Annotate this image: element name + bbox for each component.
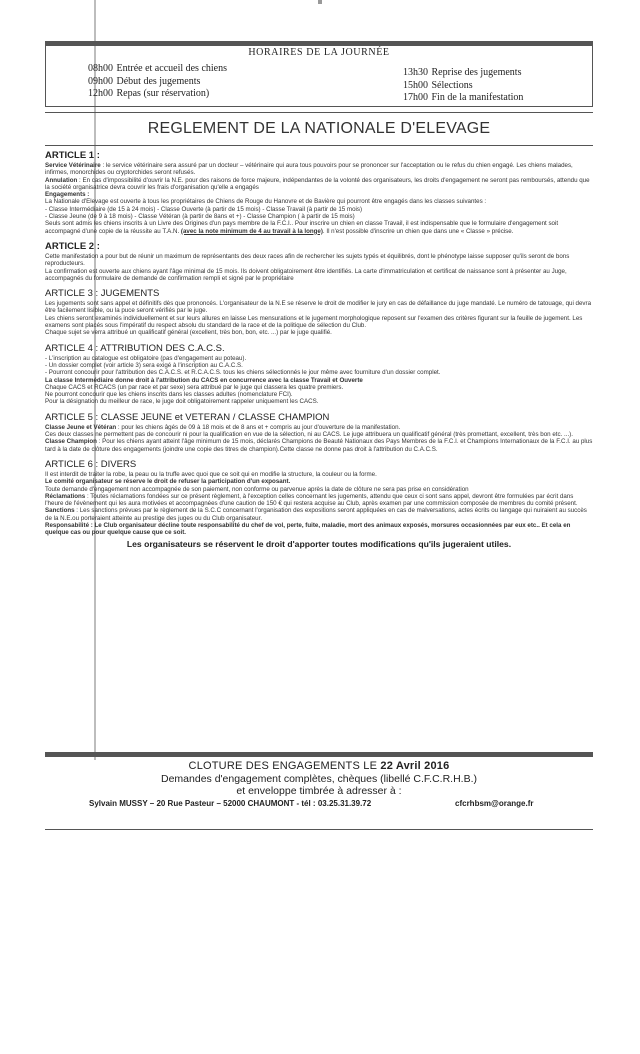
horaire-row [403, 80, 523, 93]
horaire-label: Reprise des jugements [431, 67, 522, 78]
final-note: Les organisateurs se réservent le droit d'apporter toutes modifications qu'ils jugeraient utiles. [126, 538, 512, 549]
horaire-time: 15h00 [403, 79, 428, 91]
paragraph-label: Responsabilité [45, 521, 90, 529]
scan-mark [318, 0, 322, 4]
cloture-date: 22 Avril 2016 [380, 760, 450, 772]
article-paragraph: Pour la désignation du meilleur de race, le juge doit obligatoirement rappeler uniquement les CACS. [45, 398, 319, 406]
article-paragraph [45, 162, 593, 177]
horaire-time: 12h00 [88, 88, 113, 99]
horaire-row [88, 88, 227, 101]
paragraph-text: : le service vétérinaire sera assuré par un docteur – vétérinaire qui aura tous pouvoirs pour se prononcer sur l'acceptation ou le refus du chien engagé. Les chiens malades, infirmes, monorchides ou cryptorchides seront refusés. [45, 162, 573, 177]
article-paragraph: - Un dossier complet (voir article 3) sera exigé à l'inscription au C.A.C.S. [45, 361, 243, 369]
article-paragraph: - L'inscription au catalogue est obligatoire (pas d'engagement au poteau). [45, 354, 247, 362]
paragraph-text: : Le Club organisateur décline toute responsabilité du chef de vol, perte, fuite, maladie, mort des animaux exposés, morsures occasionnées par eux etc.. Et cela en quelque cas ou pour quelque cause que ce soit. [45, 521, 571, 537]
horaire-row [403, 67, 523, 80]
paragraph-label: Le comité organisateur se réserve le droit de refuser la participation d'un exposant. [45, 478, 291, 486]
article-paragraph [45, 478, 593, 485]
article-paragraph [45, 191, 593, 198]
cloture-heading [45, 760, 593, 773]
horaire-time: 17h00 [403, 92, 428, 103]
paragraph-label: Classe Champion [45, 438, 97, 446]
cloture-contact [45, 797, 593, 811]
article-heading [45, 241, 593, 253]
horaire-row [403, 92, 523, 105]
article-paragraph: La Nationale d'Elevage est ouverte à tous les propriétaires de Chiens de Rouge du Hanovre et de Bavière qui pourront être engagés dans les classes suivantes : [45, 198, 487, 206]
horaire-label: Sélections [431, 79, 473, 91]
article-heading: ARTICLE 3 : JUGEMENTS [45, 288, 160, 300]
paragraph-text: : Pour les chiens ayant atteint l'âge minimum de 15 mois, déclarés Champions de Beauté Nationaux des Pays Membres de la F.C.I. et Champions Internationaux de la F.C.I. au plus tard à la date de clôture des engagements (joindre une copie des titres de champion).Cette classe ne donne pas droit à l'attribution du C.A.C.S. [45, 438, 593, 453]
horaires-left-column [88, 63, 227, 101]
article-paragraph [45, 220, 593, 235]
article-paragraph [45, 377, 593, 384]
horaire-label: Entrée et accueil des chiens [116, 63, 227, 74]
article-4 [45, 343, 593, 406]
paragraph-text: Seuls sont admis les chiens inscrits à un Livre des Origines d'un pays membre de la F.C.I.. Pour inscrire un chien en classe Travail, il est indispensable que le formulaire d'engagement soit accompagné d'une copie de la réussite au T.A.N. [45, 220, 559, 235]
article-paragraph [45, 177, 593, 192]
article-paragraph: Cette manifestation a pour but de réunir un maximum de représentants des deux races afin de rechercher les sujets typés et équilibrés, dont le phénotype laisse supposer qu'ils seront de bons reproducteurs. [45, 252, 570, 268]
page-title: REGLEMENT DE LA NATIONALE D'ELEVAGE [147, 120, 491, 137]
horaire-time: 13h30 [403, 67, 428, 78]
cloture-line: et enveloppe timbrée à adresser à : [236, 785, 402, 797]
paragraph-label: Engagements : [45, 191, 90, 199]
article-paragraph: - Classe Intermédiaire (de 15 à 24 mois) - Classe Ouverte (à partir de 15 mois) - Classe Travail (à partir de 15 mois) [45, 205, 363, 213]
contact-email: cfcrhbsm@orange.fr [455, 799, 534, 808]
horaire-time: 09h00 [88, 75, 113, 87]
article-paragraph: - Classe Jeune (de 9 à 18 mois) - Classe Vétéran (à partir de 8ans et +) - Classe Champion ( à partir de 15 mois) [45, 213, 355, 221]
article-2 [45, 241, 593, 282]
article-paragraph [45, 522, 593, 537]
horaire-label: Début des jugements [116, 75, 201, 87]
cloture-label: CLOTURE DES ENGAGEMENTS LE [188, 760, 381, 772]
articles-section [45, 150, 593, 556]
article-paragraph: - Pourront concourir pour l'attribution des C.A.C.S. et R.C.A.C.S. tous les chiens sélectionnés le jour même avec fourniture d'un dossier complet. [45, 369, 441, 377]
article-paragraph [45, 493, 593, 508]
paragraph-text: : Toutes réclamations fondées sur ce présent règlement, à l'exception celles concernant les jugements, attendu que ceux ci sont sans appel, devront être formulées par écrit dans l'heure de l'évènement qui les aura motivées et accompagnées d'une caution de 150 € qui restera acquise au Club, après examen par une commission composée de membres du comité présent. [45, 492, 578, 508]
paragraph-text: . Il n'est possible d'inscrire un chien que dans une « Classe » précise. [322, 227, 514, 235]
paragraph-label: Service Vétérinaire [45, 162, 101, 169]
article-5 [45, 412, 593, 453]
cloture-box [45, 752, 593, 830]
article-3 [45, 288, 593, 336]
article-heading: ARTICLE 6 : DIVERS [45, 458, 137, 470]
paragraph-text: : Les sanctions prévues par le règlement de la S.C.C concernant l'organisation des expositions seront appliquées en cas de malversations, actes écrits ou langage qui nuiraient au succès de la N.E.ou porteraient atteinte au prestige des juges ou du Club organisateur. [45, 507, 587, 522]
article-paragraph: Toute demande d'engagement non accompagnée de son paiement, non conforme ou parvenue après la date de clôture ne sera pas prise en considération [45, 485, 469, 493]
article-paragraph [45, 507, 593, 522]
article-heading: ARTICLE 5 : CLASSE JEUNE et VETERAN / CLASSE CHAMPION [45, 411, 330, 423]
article-paragraph [45, 424, 593, 431]
article-paragraph [45, 438, 593, 453]
paragraph-text: : pour les chiens âgés de 09 à 18 mois et de 8 ans et + compris au jour d'ouverture de la manifestation. [116, 423, 401, 431]
paragraph-label: Sanctions [45, 507, 75, 515]
horaire-row [88, 63, 227, 76]
paragraph-underlined: (avec la note minimum de 4 au travail à la longe) [180, 227, 323, 235]
reglement-title-box [45, 112, 593, 146]
article-heading [45, 150, 593, 162]
article-number: ARTICLE 1 : [45, 150, 100, 161]
article-paragraph: Chaque CACS et RCACS (un par race et par sexe) sera attribué par le juge qui classera les quatre premiers. [45, 383, 344, 391]
horaire-label: Fin de la manifestation [431, 92, 524, 103]
article-heading: ARTICLE 4 : ATTRIBUTION DES C.A.C.S. [45, 342, 225, 354]
paragraph-label: Classe Jeune et Vétéran [45, 423, 117, 431]
horaires-title: HORAIRES DE LA JOURNÉE [248, 47, 390, 58]
article-paragraph: Chaque sujet se verra attribué un qualificatif général (excellent, très bon, bon, etc. ...) par le juge qualifié. [45, 329, 332, 337]
horaires-right-column [403, 67, 523, 105]
article-paragraph: Ne pourront concourir que les chiens inscrits dans les classes adultes (nomenclature FCI). [45, 391, 293, 399]
article-paragraph: Ces deux classes ne permettent pas de concourir ni pour la qualification en vue de la sélection, ni au CACS. Le juge attribuera un qualificatif général (très promettant, excellent, très bon etc. ...). [45, 431, 573, 439]
article-6 [45, 459, 593, 550]
paragraph-label: Annulation [45, 176, 78, 184]
article-paragraph: Les jugements sont sans appel et définitifs dès que prononcés. L'organisateur de la N.E se réserve le droit de modifier le jury en cas de défaillance du juge mandaté. Le numéro de tatouage, qui devra être facilement lisible, ou la puce seront vérifiés par le juge. [45, 300, 592, 315]
horaire-time: 08h00 [88, 63, 113, 74]
paragraph-text: : En cas d'impossibilité d'ouvrir la N.E. pour des raisons de force majeure, indépendantes de la volonté des organisateurs, les droits d'engagement ne seront pas remboursés, attendu que la société organisatrice devra couvrir les frais d'organisation qu'elle a engagés [45, 176, 590, 191]
article-paragraph: Il est interdit de traiter la robe, la peau ou la truffe avec quoi que ce soit qui en modifie la structure, la couleur ou la forme. [45, 470, 377, 478]
contact-address: Sylvain MUSSY – 20 Rue Pasteur – 52000 CHAUMONT - tél : 03.25.31.39.72 [89, 799, 372, 808]
paragraph-label: Réclamations [45, 492, 86, 500]
paragraph-label: La classe Intermédiaire donne droit à l'attribution du CACS en concurrence avec la classe Travail et Ouverte [45, 376, 363, 384]
cloture-line: Demandes d'engagement complètes, chèques (libellé C.F.C.R.H.B.) [161, 773, 477, 785]
horaires-box [45, 41, 593, 107]
article-1 [45, 150, 593, 235]
horaire-label: Repas (sur réservation) [116, 88, 210, 99]
article-paragraph: La confirmation est ouverte aux chiens ayant l'âge minimal de 15 mois. Ils doivent obligatoirement être identifiés. La carte d'immatriculation et certificat de naissance sont à présenter au Juge, accompagnés du formulaire de demande de confirmation rempli et signé par le propriétaire [45, 267, 567, 282]
article-paragraph: Les chiens seront examinés individuellement et sur leurs allures en laisse Les mensurations et le jugement morphologique reposent sur l'examen des critères figurant sur la feuille de jugement. Les examens sont placés sous l'impératif du respect absolu du standard de la race et de la politique de sélection du Club. [45, 314, 583, 330]
article-number: ARTICLE 2 : [45, 240, 100, 252]
horaire-row [88, 76, 227, 89]
